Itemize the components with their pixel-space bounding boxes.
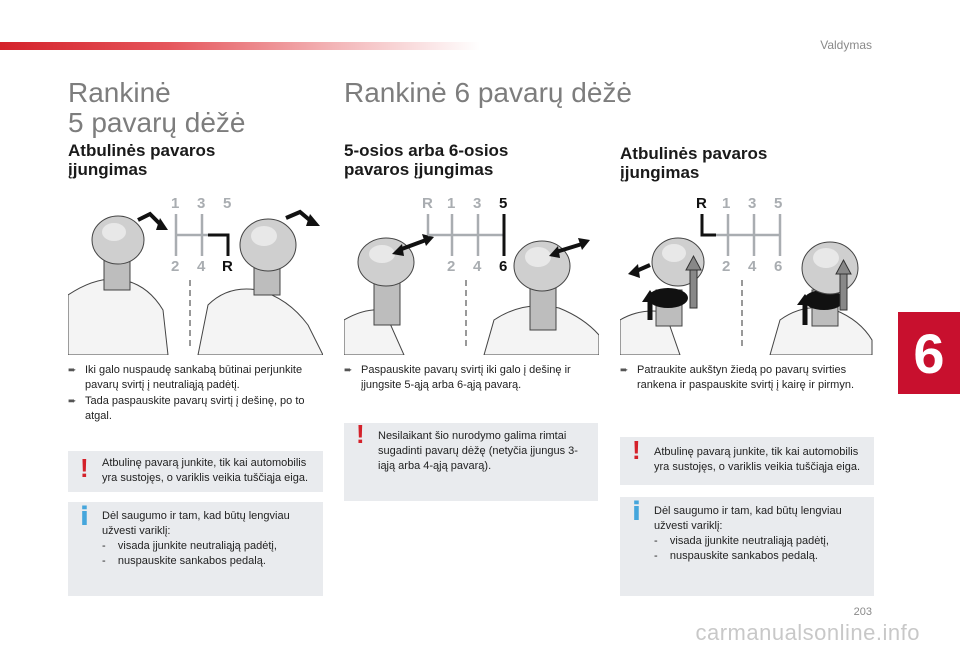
page-number: 203: [853, 606, 872, 618]
left-warning-box: [68, 451, 323, 492]
middle-diagram-bottom-2: 6: [499, 258, 508, 275]
left-info-box: [68, 502, 323, 596]
left-gear-illustration: [68, 190, 323, 355]
left-bullet-list: [68, 363, 323, 425]
left-warning-text: Atbulinę pavarą junkite, tik kai automobilis yra sustojęs, o variklis veikia tuščiąja eiga.: [102, 457, 309, 484]
list-item: - nuspauskite sankabos pedalą.: [654, 550, 818, 562]
list-item: [344, 363, 599, 393]
bullet-arrow-icon: ➨: [344, 365, 353, 376]
chapter-tab: [898, 312, 960, 394]
middle-diagram-top-2: 3: [473, 195, 482, 212]
left-info-content: [102, 509, 315, 569]
bullet-arrow-icon: ➨: [68, 365, 77, 376]
middle-bullet-list: [344, 363, 599, 394]
middle-warning-text: Nesilaikant šio nurodymo galima rimtai sugadinti pavarų dėžę (netyčia įjungus 3-iąją arba 4-ąją pavarą).: [378, 430, 578, 472]
middle-warning-box: [344, 419, 598, 501]
reverse-info-box: [620, 497, 874, 596]
section-label: Valdymas: [820, 38, 872, 52]
left-diagram-top-0: 1: [171, 195, 180, 212]
left-subtitle: [68, 141, 215, 179]
reverse-info-item-1: nuspauskite sankabos pedalą.: [669, 550, 818, 562]
left-subtitle-line1: Atbulinės pavaros: [68, 141, 216, 160]
list-item: - visada įjunkite neutraliąją padėtį,: [102, 540, 277, 552]
left-diagram-bottom-1: 4: [197, 258, 206, 275]
reverse-diagram-bottom-0: 2: [722, 258, 731, 275]
bullet-arrow-icon: ➨: [68, 396, 77, 407]
left-subtitle-line2: įjungimas: [68, 160, 148, 179]
left-info-intro: Dėl saugumo ir tam, kad būtų lengviau užvesti variklį:: [102, 510, 290, 537]
reverse-subtitle-line2: įjungimas: [620, 163, 700, 182]
middle-subtitle-line2: pavaros įjungimas: [344, 160, 494, 179]
reverse-info-content: [654, 504, 866, 564]
reverse-bullet-list: [620, 363, 875, 394]
info-icon: i: [632, 497, 641, 527]
reverse-gear-illustration: [620, 190, 875, 355]
reverse-diagram-top-2: 3: [748, 195, 757, 212]
info-icon: i: [80, 502, 89, 532]
left-title: [68, 78, 245, 138]
middle-diagram-bottom-0: 2: [447, 258, 456, 275]
middle-diagram-top-3: 5: [499, 195, 508, 212]
left-diagram-top-1: 3: [197, 195, 206, 212]
left-title-line1: Rankinė: [68, 77, 171, 108]
list-item: [68, 363, 323, 393]
reverse-subtitle: [620, 144, 767, 182]
list-item: [68, 394, 323, 424]
middle-diagram-top-1: 1: [447, 195, 456, 212]
left-diagram-bottom-2: R: [222, 258, 233, 275]
left-diagram-top-2: 5: [223, 195, 232, 212]
left-info-item-0: visada įjunkite neutraliąją padėtį,: [117, 540, 277, 552]
reverse-bullet-text-0: Patraukite aukštyn žiedą po pavarų svirties rankena ir paspauskite svirtį į kairę ir pirmyn.: [637, 364, 855, 391]
left-info-item-1: nuspauskite sankabos pedalą.: [117, 555, 266, 567]
middle-gear-illustration: [344, 190, 599, 355]
chapter-number: 6: [913, 321, 945, 385]
left-diagram-bottom-0: 2: [171, 258, 180, 275]
right-title: Rankinė 6 pavarų dėžė: [344, 77, 632, 108]
watermark: carmanualsonline.info: [695, 620, 920, 645]
list-item: - nuspauskite sankabos pedalą.: [102, 555, 266, 567]
warning-icon: !: [632, 435, 641, 465]
list-item: [620, 363, 875, 393]
warning-icon: !: [356, 419, 365, 449]
reverse-diagram-top-3: 5: [774, 195, 783, 212]
reverse-diagram-top-1: 1: [722, 195, 731, 212]
reverse-info-intro: Dėl saugumo ir tam, kad būtų lengviau užvesti variklį:: [654, 505, 842, 532]
reverse-diagram-bottom-2: 6: [774, 258, 783, 275]
list-item: - visada įjunkite neutraliąją padėtį,: [654, 535, 829, 547]
reverse-warning-text: Atbulinę pavarą junkite, tik kai automobilis yra sustojęs, o variklis veikia tuščiąja eiga.: [654, 446, 861, 473]
header-accent-bar: [0, 42, 480, 50]
middle-diagram-bottom-1: 4: [473, 258, 482, 275]
reverse-info-item-0: visada įjunkite neutraliąją padėtį,: [669, 535, 829, 547]
middle-bullet-text-0: Paspauskite pavarų svirtį iki galo į dešinę ir įjungsite 5-ąją arba 6-ąją pavarą.: [361, 364, 571, 391]
left-bullet-text-0: Iki galo nuspaudę sankabą būtinai perjunkite pavarų svirtį į neutraliąją padėtį.: [85, 364, 303, 391]
middle-diagram-top-0: R: [422, 195, 433, 212]
warning-icon: !: [80, 453, 89, 483]
middle-subtitle: [344, 141, 508, 179]
reverse-subtitle-line1: Atbulinės pavaros: [620, 144, 768, 163]
reverse-diagram-bottom-1: 4: [748, 258, 757, 275]
reverse-warning-box: [620, 437, 874, 485]
middle-subtitle-line1: 5-osios arba 6-osios: [344, 141, 509, 160]
left-title-line2: 5 pavarų dėžė: [68, 107, 246, 138]
bullet-arrow-icon: ➨: [620, 365, 629, 376]
left-bullet-text-1: Tada paspauskite pavarų svirtį į dešinę, po to atgal.: [85, 395, 305, 422]
reverse-diagram-top-0: R: [696, 195, 707, 212]
